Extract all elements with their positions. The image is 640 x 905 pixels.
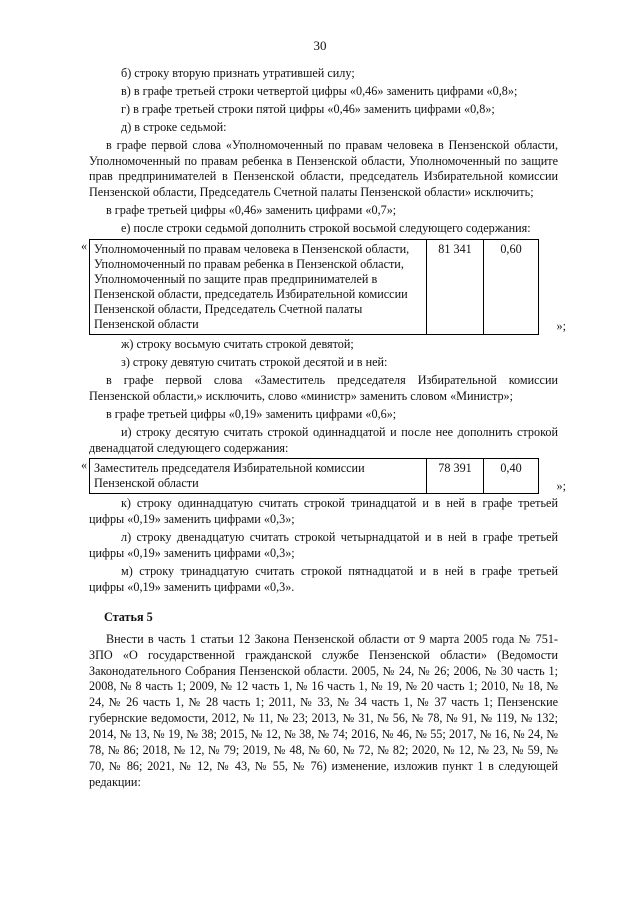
paragraph-e: е) после строки седьмой дополнить строкой восьмой следующего содержания: <box>121 221 531 236</box>
paragraph-g: г) в графе третьей строки пятой цифры «0,46» заменить цифрами «0,8»; <box>121 101 495 116</box>
document-body <box>81 66 566 793</box>
article-text: Внести в часть 1 статьи 12 Закона Пензенской области от 9 марта 2005 года № 751-ЗПО «О государственной гражданской службе Пензенской области» (Ведомости Законодательного Собрания Пензенской области. 2005, № 24, № 26; 2006, № 30 часть 1; 2008, № 8 часть 1; 2009, № 12 часть 1, № 16 часть 1, № 19, № 20 часть 1; 2010, № 18, № 24, № 26 часть 1, № 28 часть 1; 2011, № 33, № 34 часть 1, № 37 часть 1; Пензенские губернские ведомости, 2012, № 11, № 23; 2013, № 31, № 56, № 78, № 91, № 119, № 132; 2014, № 13, № 19, № 38; 2015, № 12, № 38, № 74; 2016, № 46, № 55; 2017, № 16, № 24, № 78, № 86; 2018, № 12, № 79; 2019, № 48, № 60, № 72, № 82; 2020, № 12, № 23, № 59, № 70, № 86; 2021, № 12, № 43, № 55, № 76) изменение, изложив пункт 1 в следующей редакции: <box>89 631 558 789</box>
table-row-eight <box>89 239 539 335</box>
table-cell-coefficient: 0,40 <box>484 459 539 494</box>
close-quote: »; <box>556 319 566 334</box>
table-row-twelve-wrapper <box>81 458 566 494</box>
table-cell-coefficient: 0,60 <box>484 240 539 335</box>
paragraph-z-graph3: в графе третьей цифры «0,19» заменить цифрами «0,6»; <box>106 406 397 421</box>
table-cell-position: Уполномоченный по правам человека в Пензенской области, Уполномоченный по правам ребенка в Пензенской области, Уполномоченный по защите прав предпринимателей в Пензенской области, председатель Избирательной комиссии Пензенской области, Председатель Счетной палаты Пензенской области <box>90 240 427 335</box>
paragraph-m: м) строку тринадцатую считать строкой пятнадцатой и в ней в графе третьей цифры «0,19» заменить цифрами «0,3». <box>89 564 558 594</box>
close-quote: »; <box>556 478 566 493</box>
table-row-eight-wrapper <box>81 239 566 335</box>
open-quote: « <box>81 458 88 473</box>
table-cell-position: Заместитель председателя Избирательной комиссии Пензенской области <box>90 459 427 494</box>
table-row <box>90 240 539 335</box>
table-row-twelve <box>89 458 539 494</box>
paragraph-l: л) строку двенадцатую считать строкой четырнадцатой и в ней в графе третьей цифры «0,19» заменить цифрами «0,3»; <box>89 530 558 561</box>
article-heading: Статья 5 <box>104 609 153 624</box>
table-cell-salary: 81 341 <box>427 240 484 335</box>
paragraph-v: в) в графе третьей строки четвертой цифры «0,46» заменить цифрами «0,8»; <box>121 83 518 98</box>
page-number: 30 <box>313 38 327 53</box>
open-quote: « <box>81 239 88 254</box>
table-cell-salary: 78 391 <box>427 459 484 494</box>
paragraph-k: к) строку одиннадцатую считать строкой тринадцатой и в ней в графе третьей цифры «0,19» заменить цифрами «0,3»; <box>89 496 558 527</box>
paragraph-d: д) в строке седьмой: <box>121 119 227 134</box>
paragraph-z: з) строку девятую считать строкой десятой и в ней: <box>121 354 388 369</box>
paragraph-d-graph1: в графе первой слова «Уполномоченный по правам человека в Пензенской области, Уполномоченный по правам ребенка в Пензенской области, Уполномоченный по защите прав предпринимателей в Пензенской области, председатель Избирательной комиссии Пензенской области, Председатель Счетной палаты Пензенской области» исключить; <box>89 137 558 200</box>
table-row <box>90 459 539 494</box>
paragraph-z-graph1: в графе первой слова «Заместитель председателя Избирательной комиссии Пензенской области,» исключить, слово «министр» заменить словом «Министр»; <box>89 372 558 403</box>
paragraph-zh: ж) строку восьмую считать строкой девятой; <box>121 337 354 352</box>
paragraph-d-graph3: в графе третьей цифры «0,46» заменить цифрами «0,7»; <box>106 203 397 218</box>
paragraph-i: и) строку десятую считать строкой одиннадцатой и после нее дополнить строкой двенадцатой следующего содержания: <box>89 424 558 455</box>
paragraph-b: б) строку вторую признать утратившей силу; <box>121 66 355 80</box>
